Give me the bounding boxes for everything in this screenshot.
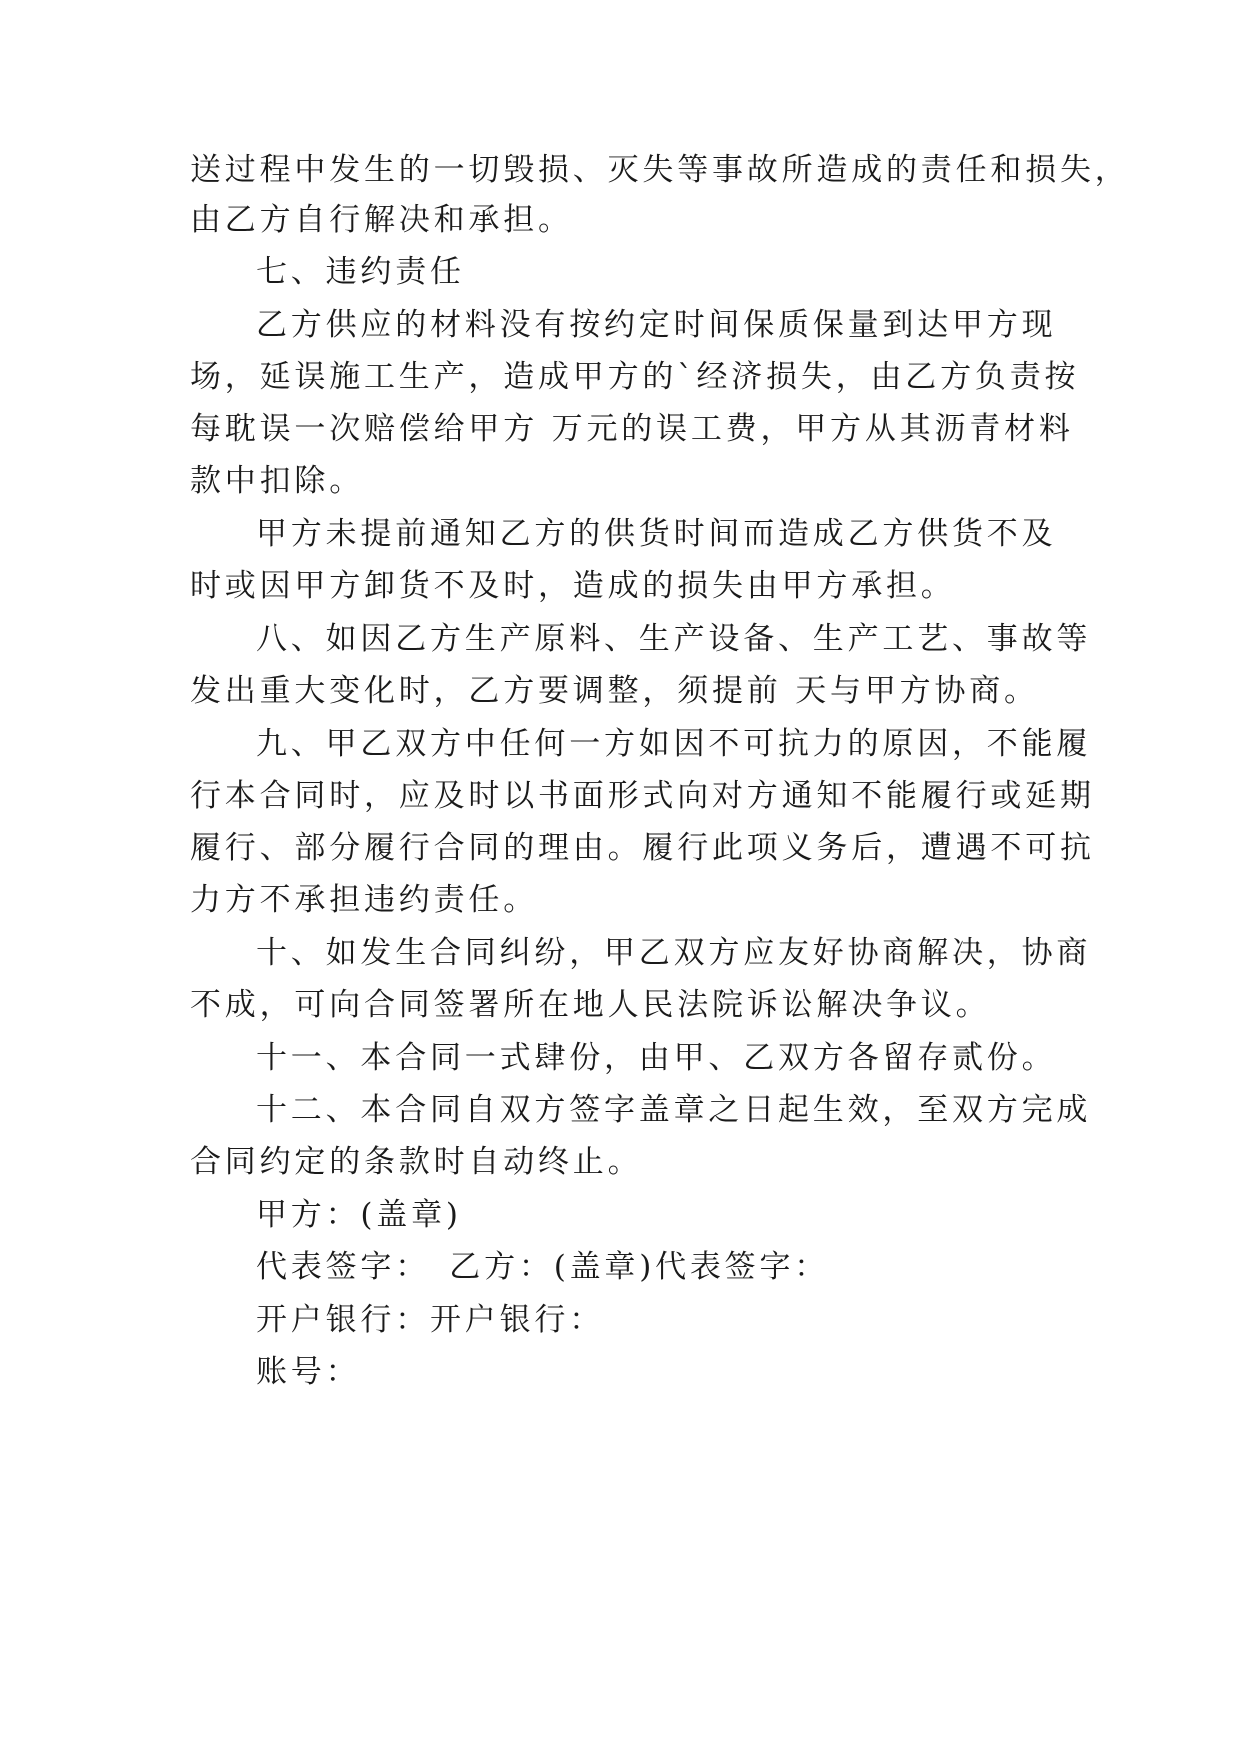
clause-9-line-2: 行本合同时，应及时以书面形式向对方通知不能履行或延期: [190, 778, 1095, 814]
text-line-5: 场，延误施工生产，造成甲方的`经济损失，由乙方负责按: [190, 359, 1080, 395]
text-line-6: 每耽误一次赔偿给甲方 万元的误工费，甲方从其沥青材料: [190, 411, 1074, 447]
clause-11: 十一、本合同一式肆份，由甲、乙双方各留存贰份。: [256, 1040, 1057, 1076]
text-line-8: 甲方未提前通知乙方的供货时间而造成乙方供货不及: [256, 516, 1057, 552]
clause-8-line-1: 八、如因乙方生产原料、生产设备、生产工艺、事故等: [256, 621, 1092, 657]
clause-10-line-2: 不成，可向合同签署所在地人民法院诉讼解决争议。: [190, 987, 991, 1023]
text-line-9: 时或因甲方卸货不及时，造成的损失由甲方承担。: [190, 568, 956, 604]
account-line: 账号：: [256, 1354, 361, 1390]
signature-line: 代表签字： 乙方：(盖章)代表签字：: [256, 1249, 830, 1285]
text-line-2: 由乙方自行解决和承担。: [190, 202, 573, 238]
clause-10-line-1: 十、如发生合同纠纷，甲乙双方应友好协商解决，协商: [256, 935, 1092, 971]
clause-9-line-1: 九、甲乙双方中任何一方如因不可抗力的原因，不能履: [256, 726, 1092, 762]
clause-12-line-2: 合同约定的条款时自动终止。: [190, 1144, 643, 1180]
party-a-seal: 甲方：(盖章): [256, 1197, 462, 1233]
section-heading-7: 七、违约责任: [256, 254, 465, 290]
clause-12-line-1: 十二、本合同自双方签字盖章之日起生效，至双方完成: [256, 1092, 1092, 1128]
clause-9-line-3: 履行、部分履行合同的理由。履行此项义务后，遭遇不可抗: [190, 830, 1095, 866]
text-line-1: 送过程中发生的一切毁损、灭失等事故所造成的责任和损失，: [190, 152, 1130, 188]
clause-8-line-2: 发出重大变化时，乙方要调整，须提前 天与甲方协商。: [190, 673, 1039, 709]
bank-line: 开户银行：开户银行：: [256, 1302, 604, 1338]
clause-9-line-4: 力方不承担违约责任。: [190, 882, 538, 918]
text-line-7: 款中扣除。: [190, 463, 364, 499]
text-line-4: 乙方供应的材料没有按约定时间保质保量到达甲方现: [256, 307, 1057, 343]
